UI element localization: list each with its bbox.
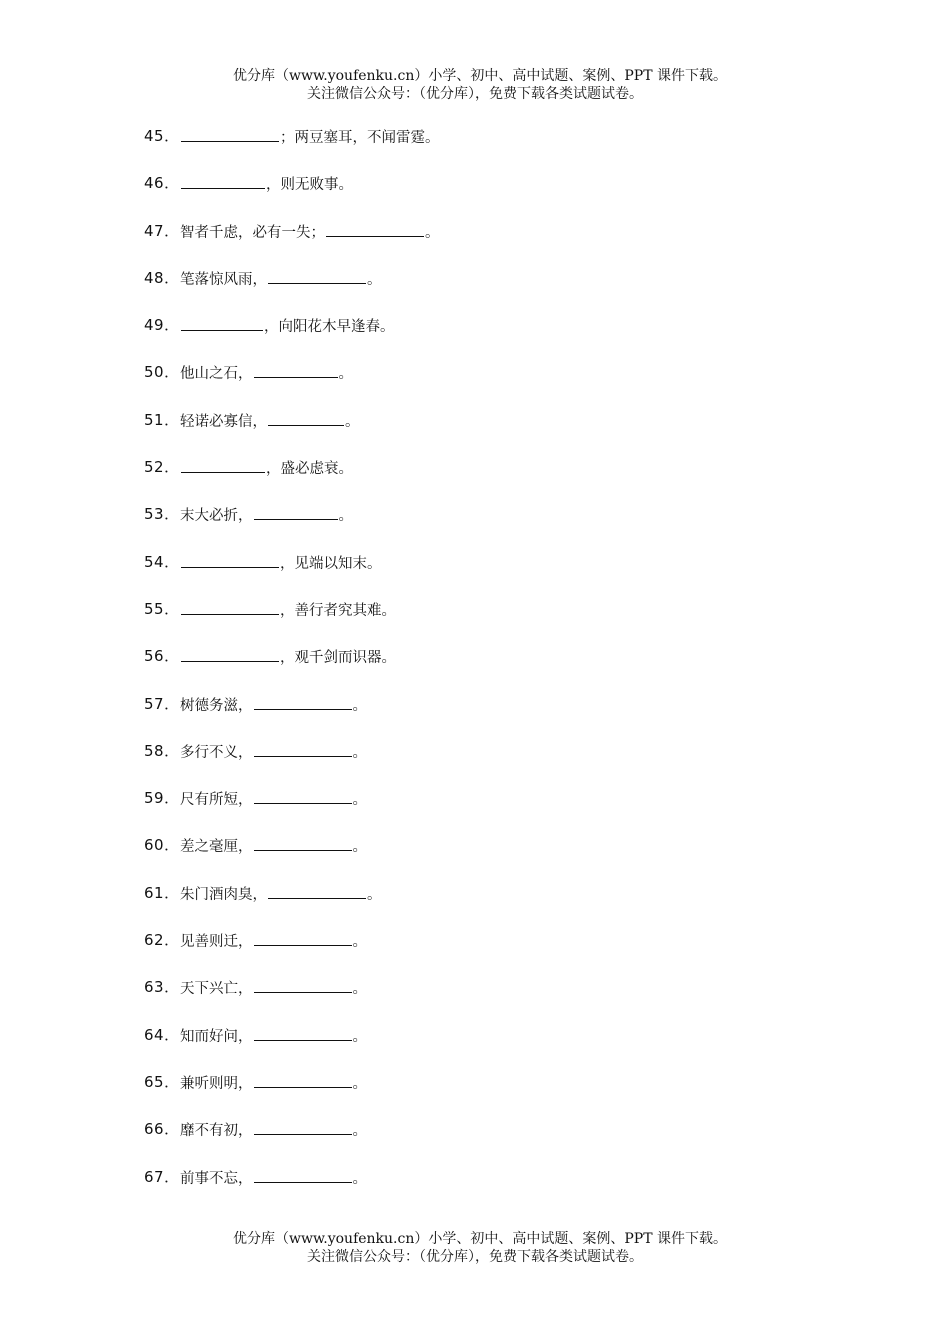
question-text [180,410,360,432]
question-text [180,646,396,668]
question-text-after: 。 [352,1170,367,1187]
question-text [180,1167,367,1189]
answer-blank[interactable] [254,362,338,378]
header-line-1: 优分库（www.youfenku.cn）小学、初中、高中试题、案例、PPT 课件下载。 [232,68,727,84]
question-text-after: 。 [338,508,353,525]
question-text-after: 。 [425,224,440,241]
answer-blank[interactable] [254,835,352,851]
answer-blank[interactable] [181,457,265,473]
question-text [180,315,395,337]
question-52 [144,457,844,504]
question-text [180,268,382,290]
question-text [180,741,367,763]
question-text-after: ，善行者究其难。 [280,602,396,619]
question-text-after: 。 [338,366,353,383]
question-62 [144,930,844,977]
question-text-before: 差之毫厘， [180,839,253,856]
answer-blank[interactable] [268,410,344,426]
answer-blank[interactable] [181,315,263,331]
question-text-before: 尺有所短， [180,792,253,809]
question-text-before: 轻诺必寡信， [180,413,267,430]
question-text-before: 前事不忘， [180,1170,253,1187]
answer-blank[interactable] [268,268,366,284]
question-text [180,173,353,195]
question-61 [144,883,844,930]
question-number: 52． [144,458,180,477]
question-number: 62． [144,931,180,950]
question-text-before: 末大必折， [180,508,253,525]
question-text-after: ，见端以知末。 [280,555,382,572]
question-text-after: 。 [352,934,367,951]
question-text [180,599,396,621]
question-text-after: 。 [352,1075,367,1092]
question-number: 55． [144,599,180,618]
answer-blank[interactable] [268,883,366,899]
question-text [180,504,353,526]
answer-blank[interactable] [181,552,279,568]
page-header [0,67,950,103]
footer-line-2: 关注微信公众号：（优分库），免费下载各类试题试卷。 [307,1249,643,1265]
question-text-before: 多行不义， [180,744,253,761]
question-47 [144,221,844,268]
question-number: 58． [144,741,180,760]
answer-blank[interactable] [254,1119,352,1135]
question-text-after: 。 [345,413,360,430]
answer-blank[interactable] [181,173,265,189]
question-text [180,788,367,810]
question-59 [144,788,844,835]
question-text [180,221,440,243]
question-65 [144,1072,844,1119]
answer-blank[interactable] [254,977,352,993]
question-number: 59． [144,789,180,808]
question-text [180,977,367,999]
question-number: 46． [144,174,180,193]
answer-blank[interactable] [254,930,352,946]
question-number: 49． [144,316,180,335]
question-text [180,457,353,479]
question-number: 47． [144,221,180,240]
question-46 [144,173,844,220]
question-text-after: 。 [352,744,367,761]
question-49 [144,315,844,362]
footer-line-1: 优分库（www.youfenku.cn）小学、初中、高中试题、案例、PPT 课件下载。 [232,1231,727,1247]
answer-blank[interactable] [254,694,352,710]
question-45 [144,126,844,173]
answer-blank[interactable] [254,1025,352,1041]
question-text-before: 见善则迁， [180,934,253,951]
question-text-after: 。 [352,697,367,714]
question-48 [144,268,844,315]
question-text [180,126,440,148]
question-text-after: 。 [352,839,367,856]
question-text-before: 智者千虑，必有一失； [180,224,325,241]
question-64 [144,1025,844,1072]
question-60 [144,835,844,882]
question-number: 63． [144,978,180,997]
question-58 [144,741,844,788]
question-text-after: 。 [352,1123,367,1140]
question-text [180,835,367,857]
question-list [144,126,844,1214]
question-number: 57． [144,694,180,713]
question-number: 50． [144,363,180,382]
answer-blank[interactable] [326,221,424,237]
question-text-after: 。 [352,981,367,998]
answer-blank[interactable] [254,504,338,520]
question-50 [144,362,844,409]
answer-blank[interactable] [181,646,279,662]
question-text-before: 靡不有初， [180,1123,253,1140]
question-text-before: 树德务滋， [180,697,253,714]
question-63 [144,977,844,1024]
question-text-before: 天下兴亡， [180,981,253,998]
question-text-before: 朱门酒肉臭， [180,886,267,903]
question-text [180,552,382,574]
question-text [180,1072,367,1094]
question-57 [144,694,844,741]
question-text-after: ，向阳花木早逢春。 [264,319,395,336]
question-text-after: ，观千剑而识器。 [280,650,396,667]
question-number: 53． [144,505,180,524]
question-text [180,883,382,905]
question-text-before: 知而好问， [180,1028,253,1045]
question-number: 67． [144,1167,180,1186]
question-text-after: 。 [367,271,382,288]
question-51 [144,410,844,457]
question-number: 60． [144,836,180,855]
answer-blank[interactable] [254,1072,352,1088]
answer-blank[interactable] [254,788,352,804]
question-number: 45． [144,127,180,145]
question-55 [144,599,844,646]
question-number: 51． [144,410,180,429]
question-number: 48． [144,268,180,287]
question-text [180,1025,367,1047]
question-67 [144,1167,844,1214]
question-text [180,1119,367,1141]
question-text-before: 笔落惊风雨， [180,271,267,288]
question-text-before: 兼听则明， [180,1075,253,1092]
question-text-after: ，则无败事。 [266,177,353,194]
question-number: 64． [144,1025,180,1044]
answer-blank[interactable] [181,599,279,615]
answer-blank[interactable] [254,741,352,757]
question-53 [144,504,844,551]
question-54 [144,552,844,599]
header-line-2: 关注微信公众号：（优分库），免费下载各类试题试卷。 [307,86,643,102]
question-number: 65． [144,1072,180,1091]
page-footer [0,1230,950,1266]
answer-blank[interactable] [254,1167,352,1183]
question-text-after: 。 [352,1028,367,1045]
question-number: 66． [144,1120,180,1139]
question-text-after: 。 [367,886,382,903]
question-text [180,362,353,384]
question-text-after: ；两豆塞耳，不闻雷霆。 [280,130,440,146]
question-number: 56． [144,647,180,666]
question-number: 61． [144,883,180,902]
question-text-after: 。 [352,792,367,809]
question-66 [144,1119,844,1166]
question-text [180,930,367,952]
answer-blank[interactable] [181,126,279,142]
question-text-after: ，盛必虑衰。 [266,461,353,478]
question-text [180,694,367,716]
question-text-before: 他山之石， [180,366,253,383]
question-number: 54． [144,552,180,571]
question-56 [144,646,844,693]
